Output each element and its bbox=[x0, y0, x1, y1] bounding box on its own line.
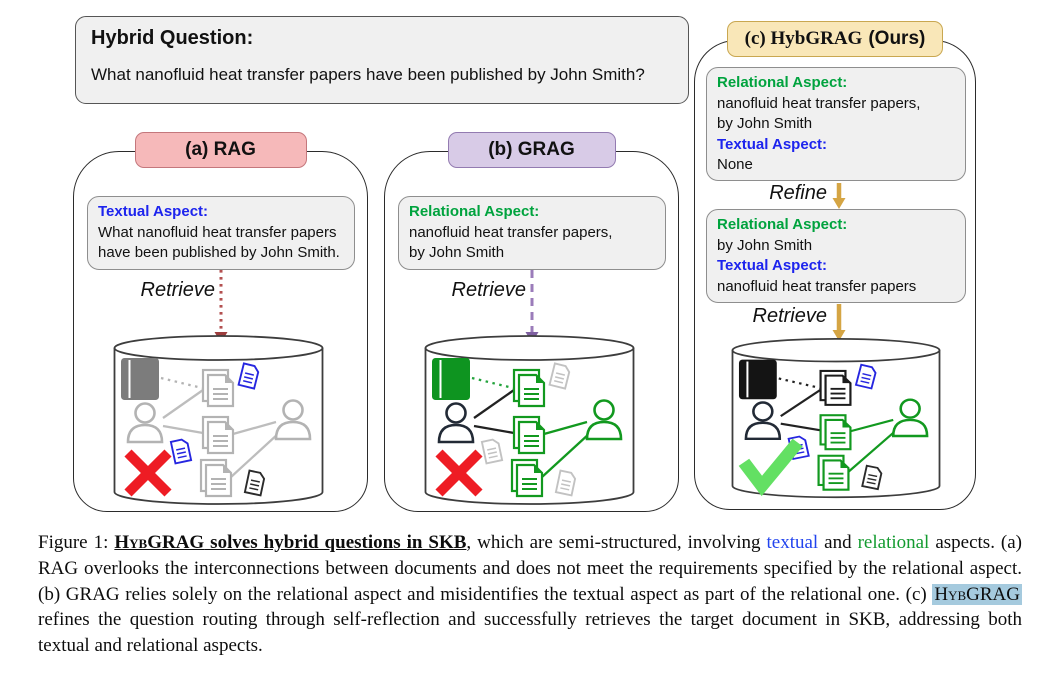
caption-segment: refines the question routing through self-reflection and successfully retrieves the target document in SKB, addressing both textual and relational aspects. bbox=[38, 609, 1022, 657]
panel-hybgrag bbox=[694, 28, 976, 510]
document-icon bbox=[512, 460, 542, 496]
textual-aspect-label: Textual Aspect: bbox=[717, 135, 828, 153]
skb-cylinder-graphic bbox=[424, 334, 635, 508]
skb-cylinder bbox=[424, 334, 635, 508]
retrieve-arrow bbox=[523, 269, 541, 343]
aspect-text-line: nanofluid heat transfer papers, bbox=[409, 223, 613, 241]
arrow-down-icon bbox=[830, 182, 848, 209]
refine-arrow bbox=[830, 182, 848, 209]
relational-aspect-label: Relational Aspect: bbox=[717, 216, 848, 233]
caption-segment: , which are semi-structured, involving bbox=[466, 532, 767, 553]
textual-aspect-label: Textual Aspect: bbox=[98, 203, 209, 220]
hybrid-question-title: Hybrid Question: bbox=[91, 27, 254, 49]
aspect-text-line: None bbox=[717, 156, 753, 173]
book-icon bbox=[121, 358, 159, 400]
caption-segment: and bbox=[818, 532, 858, 553]
document-icon bbox=[203, 370, 233, 406]
arrow-down-icon bbox=[830, 303, 848, 341]
document-icon bbox=[819, 456, 849, 490]
refine-label: Refine bbox=[769, 182, 827, 204]
retrieve-arrow bbox=[212, 269, 230, 343]
textual-aspect-label: Textual Aspect: bbox=[717, 257, 828, 274]
aspect-text-line: by John Smith bbox=[717, 115, 813, 132]
document-icon bbox=[821, 415, 851, 449]
retrieve-label: Retrieve bbox=[451, 279, 526, 301]
skb-cylinder-graphic bbox=[113, 334, 324, 508]
hybrid-question-box bbox=[75, 16, 689, 104]
panel-hybgrag-tab bbox=[727, 21, 943, 57]
arrow-down-icon bbox=[212, 269, 230, 343]
panel-rag-tab: (a) RAG bbox=[135, 132, 307, 168]
caption-segment: aspects. (a) RAG overlooks the interconnections between documents and does not meet the requirements specified by the relational aspect. (b) GRAG relies solely on the relational aspect and misidentifies the textual aspect as part of the relational one. (c) bbox=[38, 532, 1023, 605]
book-icon bbox=[739, 360, 777, 400]
aspect-text-line: nanofluid heat transfer papers bbox=[717, 277, 917, 295]
document-icon bbox=[821, 371, 851, 405]
panel-grag bbox=[384, 139, 679, 512]
retrieve-arrow bbox=[830, 303, 848, 341]
skb-cylinder bbox=[731, 337, 941, 501]
caption-segment: textual bbox=[766, 532, 819, 553]
tab-label-sans: (Ours) bbox=[868, 28, 926, 49]
book-icon bbox=[432, 358, 470, 400]
relational-aspect-box bbox=[398, 196, 666, 270]
panel-rag bbox=[73, 139, 368, 512]
note-icon bbox=[862, 466, 882, 489]
caption-segment: Figure 1: bbox=[38, 532, 115, 553]
aspect-text-line: What nanofluid heat transfer papers bbox=[98, 223, 337, 241]
textual-aspect-box bbox=[87, 196, 355, 270]
document-icon bbox=[201, 460, 231, 496]
document-icon bbox=[203, 417, 233, 453]
note-icon bbox=[245, 471, 265, 496]
figure-caption bbox=[38, 530, 1022, 659]
arrow-down-icon bbox=[523, 269, 541, 343]
relational-aspect-label: Relational Aspect: bbox=[409, 203, 540, 220]
relational-aspect-label: Relational Aspect: bbox=[717, 74, 848, 91]
document-icon bbox=[514, 370, 544, 406]
hybrid-question-text: What nanofluid heat transfer papers have been published by John Smith? bbox=[91, 65, 645, 84]
retrieve-label: Retrieve bbox=[140, 279, 215, 301]
tab-label-serif: (c) HybGRAG bbox=[744, 28, 863, 49]
panel-grag-tab: (b) GRAG bbox=[448, 132, 616, 168]
caption-segment: HybGRAG bbox=[934, 583, 1020, 605]
skb-cylinder-graphic bbox=[731, 337, 941, 501]
aspect-text-line: have been published by John Smith. bbox=[98, 244, 340, 261]
refined-question-box bbox=[706, 209, 966, 303]
routed-question-box bbox=[706, 67, 966, 181]
note-icon bbox=[556, 471, 576, 496]
caption-segment: relational bbox=[857, 532, 930, 553]
aspect-text-line: by John Smith bbox=[409, 244, 505, 261]
caption-segment: solves hybrid questions in SKB bbox=[204, 532, 467, 553]
aspect-text-line: by John Smith bbox=[717, 236, 813, 254]
document-icon bbox=[514, 417, 544, 453]
retrieve-label: Retrieve bbox=[752, 305, 827, 327]
skb-cylinder bbox=[113, 334, 324, 508]
aspect-text-line: nanofluid heat transfer papers, bbox=[717, 94, 921, 112]
caption-segment: HybGRAG bbox=[114, 532, 205, 553]
